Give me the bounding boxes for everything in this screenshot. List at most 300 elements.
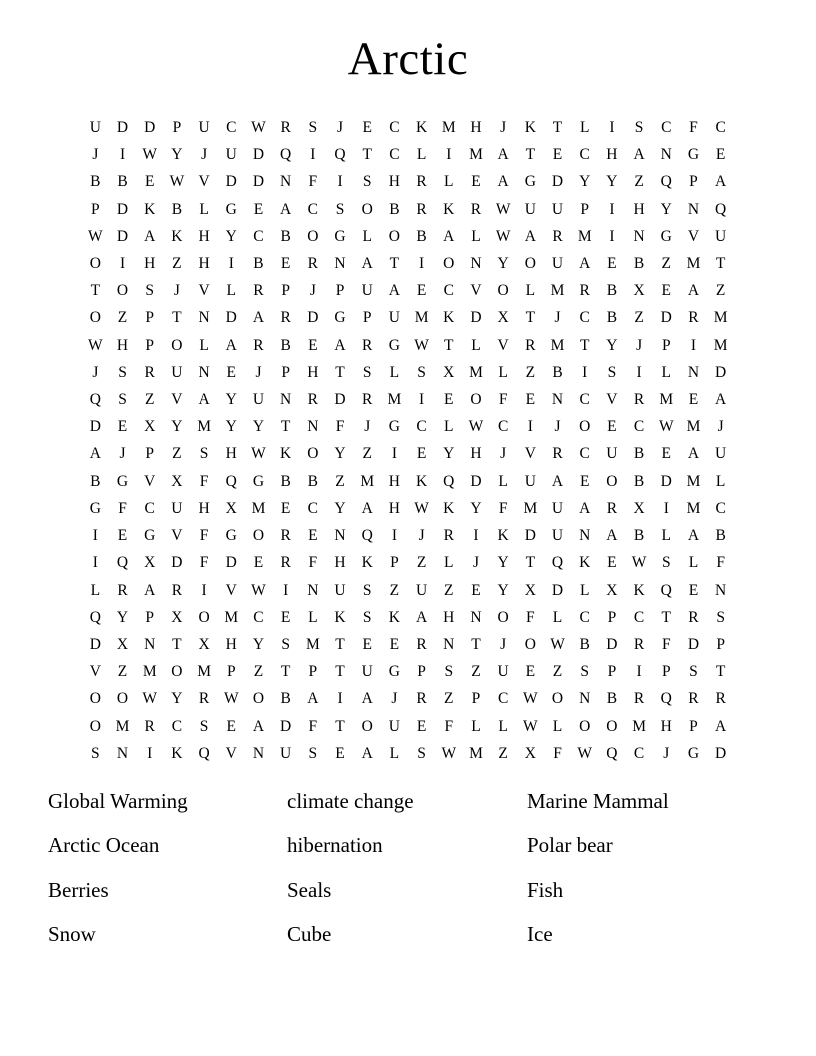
letter-cell: D <box>144 119 156 137</box>
letter-cell: J <box>92 363 99 381</box>
letter-cell: K <box>388 608 400 626</box>
letter-cell: B <box>280 690 291 708</box>
letter-cell: Q <box>280 146 292 164</box>
letter-cell: G <box>144 527 156 545</box>
letter-cell: R <box>688 690 699 708</box>
letter-cell: S <box>335 200 345 218</box>
letter-cell: H <box>388 173 400 191</box>
letter-cell: B <box>90 472 101 490</box>
letter-cell: R <box>416 690 427 708</box>
letter-cell: E <box>607 554 617 572</box>
letter-cell: H <box>334 554 346 572</box>
letter-cell: J <box>472 554 479 572</box>
letter-cell: W <box>88 227 103 245</box>
letter-cell: U <box>280 744 292 762</box>
letter-cell: D <box>225 554 237 572</box>
letter-cell: Z <box>117 663 128 681</box>
letter-cell: C <box>633 608 645 626</box>
letter-cell: A <box>252 309 265 327</box>
letter-cell: R <box>117 581 128 599</box>
letter-cell: M <box>360 472 375 490</box>
letter-cell: U <box>171 363 183 381</box>
letter-cell: Q <box>660 173 672 191</box>
letter-cell: R <box>688 309 699 327</box>
letter-cell: H <box>225 635 237 653</box>
letter-cell: H <box>144 255 156 273</box>
letter-cell: O <box>89 717 101 735</box>
letter-cell: T <box>335 635 345 653</box>
letter-cell: W <box>251 581 266 599</box>
letter-cell: G <box>116 472 129 490</box>
letter-cell: N <box>334 527 346 545</box>
letter-cell: P <box>281 363 290 381</box>
letter-cell: L <box>416 146 427 164</box>
letter-cell: J <box>119 445 126 463</box>
letter-cell: I <box>419 391 425 409</box>
letter-cell: T <box>90 282 101 300</box>
letter-cell: K <box>144 200 156 218</box>
letter-cell: O <box>388 227 400 245</box>
word-item: Marine Mammal <box>527 788 669 813</box>
letter-cell: Q <box>89 608 101 626</box>
letter-cell: W <box>142 146 158 164</box>
letter-cell: L <box>389 363 400 381</box>
letter-cell: R <box>633 391 645 409</box>
letter-cell: A <box>89 445 101 463</box>
letter-cell: N <box>470 608 482 626</box>
letter-cell: A <box>606 527 618 545</box>
letter-cell: J <box>255 363 262 381</box>
letter-cell: T <box>335 663 345 681</box>
letter-cell: P <box>607 663 617 681</box>
letter-cell: W <box>577 744 593 762</box>
letter-cell: C <box>171 717 183 735</box>
letter-cell: I <box>473 527 479 545</box>
letter-cell: E <box>471 581 481 599</box>
letter-cell: P <box>145 309 155 327</box>
letter-cell: J <box>92 146 99 164</box>
letter-grid-row <box>82 685 735 712</box>
letter-cell: A <box>497 173 509 191</box>
letter-cell: L <box>90 581 101 599</box>
letter-cell: D <box>116 227 129 245</box>
letter-cell: D <box>89 418 101 436</box>
letter-cell: E <box>416 282 427 300</box>
letter-grid-row <box>82 468 735 495</box>
letter-cell: Z <box>362 445 372 463</box>
letter-cell: S <box>689 663 698 681</box>
letter-cell: M <box>441 119 456 137</box>
letter-cell: M <box>469 146 483 164</box>
letter-cell: B <box>171 200 183 218</box>
letter-cell: P <box>661 336 671 354</box>
letter-cell: I <box>636 363 642 381</box>
letter-cell: B <box>715 527 726 545</box>
letter-cell: R <box>144 717 155 735</box>
letter-cell: B <box>117 173 128 191</box>
letter-cell: U <box>388 309 400 327</box>
letter-cell: S <box>362 363 372 381</box>
letter-cell: W <box>414 499 429 517</box>
letter-cell: B <box>280 227 291 245</box>
letter-cell: O <box>89 255 101 273</box>
letter-cell: T <box>579 336 590 354</box>
letter-cell: B <box>253 255 264 273</box>
letter-cell: Y <box>606 336 618 354</box>
letter-cell: S <box>661 554 671 572</box>
letter-cell: Q <box>89 391 101 409</box>
letter-cell: U <box>551 255 564 273</box>
letter-cell: E <box>117 527 128 545</box>
letter-cell: M <box>387 391 402 409</box>
letter-cell: J <box>717 418 724 436</box>
letter-cell: Z <box>634 173 644 191</box>
letter-cell: S <box>308 744 318 762</box>
letter-grid-row <box>82 114 735 141</box>
letter-cell: Y <box>252 418 265 436</box>
letter-cell: R <box>633 635 645 653</box>
letter-cell: A <box>361 744 373 762</box>
letter-cell: R <box>280 119 291 137</box>
letter-cell: S <box>607 363 617 381</box>
letter-cell: G <box>687 146 700 164</box>
letter-cell: N <box>334 255 346 273</box>
letter-cell: O <box>198 608 210 626</box>
letter-cell: Y <box>497 554 509 572</box>
letter-cell: N <box>443 635 455 653</box>
letter-cell: C <box>579 445 590 463</box>
letter-cell: W <box>441 744 457 762</box>
letter-cell: S <box>308 119 318 137</box>
letter-cell: Y <box>225 418 237 436</box>
letter-cell: A <box>715 173 727 191</box>
letter-cell: T <box>715 255 726 273</box>
letter-cell: U <box>198 119 210 137</box>
letter-cell: G <box>687 744 700 762</box>
letter-cell: S <box>118 363 127 381</box>
letter-cell: E <box>253 200 264 218</box>
letter-cell: H <box>633 200 645 218</box>
letter-cell: S <box>417 744 426 762</box>
letter-cell: H <box>198 255 210 273</box>
letter-cell: P <box>689 173 698 191</box>
letter-cell: C <box>144 499 155 517</box>
letter-cell: O <box>361 200 373 218</box>
letter-cell: C <box>416 418 427 436</box>
letter-cell: E <box>226 717 237 735</box>
letter-cell: I <box>582 363 588 381</box>
letter-cell: S <box>362 581 372 599</box>
letter-cell: L <box>498 717 508 735</box>
word-item: Cube <box>287 922 332 947</box>
letter-cell: M <box>197 663 211 681</box>
letter-cell: J <box>500 445 507 463</box>
letter-cell: K <box>334 608 346 626</box>
letter-cell: X <box>497 309 509 327</box>
word-item: Fish <box>527 877 564 902</box>
letter-cell: T <box>525 146 536 164</box>
page-title: Arctic <box>347 33 469 85</box>
letter-cell: A <box>361 690 373 708</box>
letter-cell: N <box>280 173 292 191</box>
letter-cell: R <box>307 255 319 273</box>
letter-cell: K <box>443 499 455 517</box>
letter-cell: O <box>497 608 509 626</box>
letter-cell: L <box>715 472 726 490</box>
letter-cell: D <box>116 200 129 218</box>
letter-cell: E <box>144 173 155 191</box>
letter-cell: F <box>526 608 535 626</box>
letter-cell: C <box>226 119 237 137</box>
letter-cell: Z <box>525 363 536 381</box>
letter-cell: A <box>198 391 210 409</box>
letter-grid-row <box>82 658 735 685</box>
letter-cell: M <box>224 608 239 626</box>
letter-cell: K <box>280 445 292 463</box>
letter-cell: T <box>444 336 454 354</box>
letter-cell: C <box>307 200 319 218</box>
letter-cell: H <box>660 717 672 735</box>
letter-cell: E <box>117 418 128 436</box>
letter-cell: J <box>173 282 180 300</box>
letter-cell: X <box>171 608 183 626</box>
letter-cell: E <box>308 336 318 354</box>
letter-cell: L <box>498 472 508 490</box>
letter-cell: L <box>199 200 209 218</box>
letter-cell: L <box>579 119 590 137</box>
letter-cell: X <box>144 418 156 436</box>
letter-cell: R <box>307 391 319 409</box>
letter-cell: A <box>579 499 591 517</box>
letter-cell: D <box>89 635 101 653</box>
word-item: Berries <box>48 877 109 902</box>
letter-cell: P <box>145 336 155 354</box>
letter-cell: J <box>391 690 398 708</box>
letter-cell: A <box>715 391 727 409</box>
letter-cell: I <box>201 581 207 599</box>
letter-cell: O <box>252 690 265 708</box>
letter-cell: O <box>307 445 319 463</box>
letter-cell: H <box>198 499 210 517</box>
letter-cell: Q <box>334 146 346 164</box>
letter-grid-row <box>82 495 735 522</box>
letter-cell: Z <box>552 663 563 681</box>
word-list-row <box>48 789 776 834</box>
letter-cell: I <box>527 418 533 436</box>
letter-cell: G <box>388 663 400 681</box>
letter-cell: A <box>361 499 373 517</box>
letter-cell: J <box>554 418 561 436</box>
letter-cell: O <box>89 690 101 708</box>
letter-grid-row <box>82 631 735 658</box>
letter-cell: A <box>280 200 292 218</box>
letter-cell: R <box>443 527 454 545</box>
letter-cell: E <box>416 717 427 735</box>
letter-grid-row <box>82 522 735 549</box>
letter-cell: A <box>252 717 265 735</box>
letter-cell: U <box>551 499 564 517</box>
letter-cell: A <box>415 608 428 626</box>
letter-cell: N <box>307 581 319 599</box>
letter-cell: E <box>253 554 264 572</box>
letter-cell: C <box>579 146 590 164</box>
letter-cell: I <box>283 581 289 599</box>
letter-cell: V <box>171 527 183 545</box>
letter-cell: S <box>118 391 127 409</box>
letter-cell: R <box>606 499 618 517</box>
letter-cell: W <box>495 227 511 245</box>
letter-cell: L <box>471 336 481 354</box>
letter-cell: X <box>171 472 183 490</box>
letter-cell: Z <box>172 255 182 273</box>
letter-cell: S <box>444 663 454 681</box>
letter-cell: H <box>307 363 319 381</box>
letter-cell: Z <box>471 663 481 681</box>
letter-cell: C <box>307 499 319 517</box>
letter-cell: L <box>199 336 209 354</box>
letter-cell: A <box>144 227 156 245</box>
letter-cell: I <box>337 173 343 191</box>
letter-cell: P <box>281 282 290 300</box>
letter-cell: J <box>500 119 507 137</box>
letter-cell: V <box>89 663 101 681</box>
letter-cell: V <box>470 282 482 300</box>
letter-cell: T <box>552 119 563 137</box>
letter-cell: V <box>198 282 210 300</box>
letter-cell: R <box>416 200 427 218</box>
letter-cell: I <box>690 336 697 354</box>
letter-cell: D <box>171 554 183 572</box>
letter-cell: Y <box>171 146 183 164</box>
letter-cell: S <box>362 608 372 626</box>
letter-cell: O <box>524 255 536 273</box>
letter-grid-row <box>82 168 735 195</box>
letter-cell: Q <box>116 554 129 572</box>
letter-cell: K <box>443 200 455 218</box>
letter-cell: I <box>147 744 153 762</box>
letter-cell: O <box>89 309 101 327</box>
letter-cell: L <box>552 608 563 626</box>
letter-cell: I <box>119 255 126 273</box>
letter-cell: B <box>280 336 291 354</box>
letter-cell: V <box>225 744 237 762</box>
letter-cell: N <box>252 744 265 762</box>
letter-cell: U <box>551 527 564 545</box>
letter-cell: T <box>525 554 536 572</box>
letter-cell: L <box>688 554 699 572</box>
letter-cell: X <box>524 744 536 762</box>
letter-cell: L <box>552 717 563 735</box>
letter-cell: R <box>525 336 536 354</box>
word-item: Global Warming <box>48 788 188 813</box>
letter-cell: F <box>444 717 454 735</box>
letter-cell: N <box>715 581 727 599</box>
letter-cell: W <box>251 119 266 137</box>
letter-cell: D <box>687 635 700 653</box>
letter-cell: K <box>633 581 645 599</box>
letter-cell: A <box>388 282 400 300</box>
letter-cell: U <box>497 663 509 681</box>
letter-grid-row <box>82 740 735 767</box>
letter-cell: R <box>280 309 291 327</box>
letter-cell: E <box>688 581 699 599</box>
letter-cell: S <box>634 119 644 137</box>
letter-cell: A <box>715 717 727 735</box>
letter-cell: K <box>171 744 183 762</box>
letter-cell: D <box>660 472 672 490</box>
letter-cell: G <box>225 200 237 218</box>
letter-cell: N <box>307 418 319 436</box>
letter-cell: A <box>144 581 156 599</box>
letter-cell: P <box>390 554 399 572</box>
letter-cell: Z <box>335 472 345 490</box>
letter-cell: A <box>551 472 564 490</box>
letter-grid-row <box>82 549 735 576</box>
letter-cell: E <box>362 635 372 653</box>
letter-cell: X <box>633 282 645 300</box>
letter-cell: M <box>251 499 266 517</box>
letter-cell: B <box>389 200 400 218</box>
letter-cell: F <box>498 391 508 409</box>
letter-cell: Z <box>144 391 155 409</box>
letter-cell: Z <box>634 309 644 327</box>
letter-cell: T <box>280 663 291 681</box>
letter-cell: X <box>524 581 536 599</box>
letter-cell: C <box>633 744 645 762</box>
letter-cell: L <box>661 527 672 545</box>
letter-cell: G <box>524 173 536 191</box>
word-item: Ice <box>527 922 553 947</box>
letter-cell: E <box>688 391 699 409</box>
letter-cell: R <box>198 690 210 708</box>
letter-grid-row <box>82 304 735 331</box>
letter-cell: V <box>497 336 509 354</box>
letter-cell: D <box>606 635 618 653</box>
letter-cell: A <box>225 336 237 354</box>
letter-cell: Y <box>334 445 346 463</box>
letter-cell: N <box>551 391 564 409</box>
letter-cell: O <box>551 690 564 708</box>
letter-cell: D <box>252 146 265 164</box>
letter-cell: B <box>606 282 618 300</box>
letter-cell: M <box>686 418 701 436</box>
word-item: climate change <box>287 788 414 813</box>
letter-cell: N <box>660 146 672 164</box>
letter-cell: I <box>92 527 98 545</box>
letter-cell: O <box>579 717 591 735</box>
letter-cell: K <box>361 554 373 572</box>
letter-cell: P <box>661 663 671 681</box>
letter-cell: Y <box>579 173 591 191</box>
letter-cell: B <box>633 255 645 273</box>
letter-cell: B <box>606 690 618 708</box>
letter-cell: U <box>551 200 564 218</box>
letter-cell: Q <box>225 472 237 490</box>
letter-grid-row <box>82 332 735 359</box>
letter-cell: P <box>145 608 155 626</box>
letter-cell: T <box>362 146 372 164</box>
letter-cell: T <box>525 309 536 327</box>
letter-cell: I <box>337 690 343 708</box>
letter-cell: S <box>417 363 426 381</box>
letter-cell: O <box>497 282 509 300</box>
letter-cell: S <box>199 717 209 735</box>
letter-cell: W <box>169 173 185 191</box>
letter-cell: N <box>144 635 156 653</box>
letter-cell: R <box>416 635 427 653</box>
letter-cell: Q <box>660 581 672 599</box>
letter-cell: K <box>415 119 428 137</box>
